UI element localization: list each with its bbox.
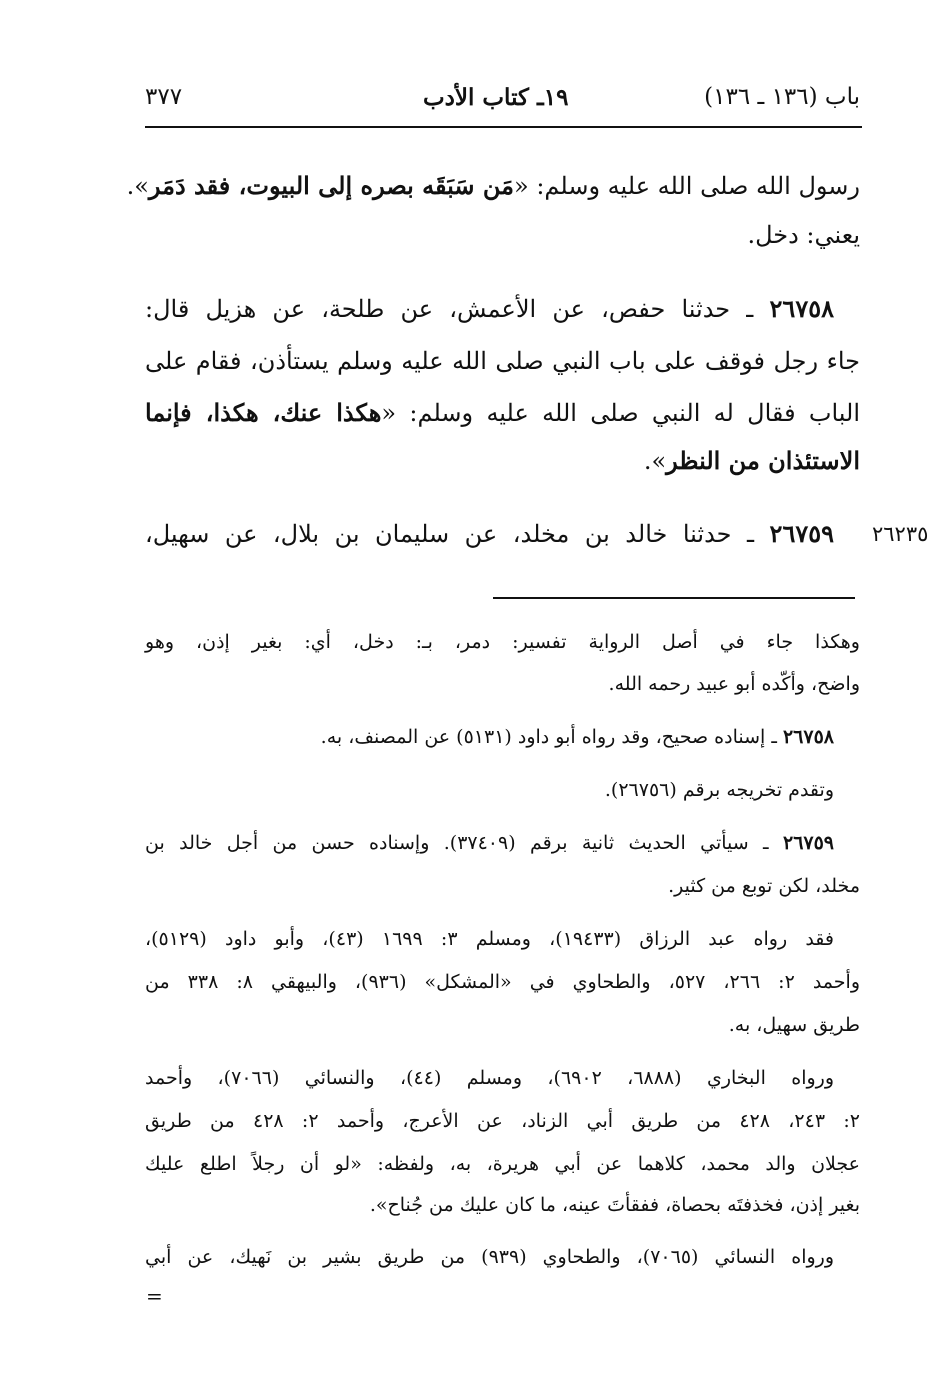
footnote-2-line-2: مخلد، لكن توبع من كثير. [668, 875, 860, 897]
footnote-4-line-1: ورواه البخاري (٦٨٨٨، ٦٩٠٢)، ومسلم (٤٤)، والنسائي (٧٠٦٦)، وأحمد [145, 1067, 835, 1089]
intro-text-c: ». [126, 172, 149, 200]
footnote-4-line-3: عجلان والد محمد، كلاهما عن أبي هريرة، به، ولفظه: «لو أن رجلاً اطلع عليك [145, 1153, 860, 1175]
hadith-26758-isnad: ـ حدثنا حفص، عن الأعمش، عن طلحة، عن هزيل قال: [145, 295, 754, 323]
footnote-0-line-1: وهكذا جاء في أصل الرواية تفسير: دمر، بـ: دخل، أي: بغير إذن، وهو [145, 631, 860, 653]
footnote-1-line-2: وتقدم تخريجه برقم (٢٦٧٥٦). [604, 779, 834, 801]
footnote-4-line-2: ٢: ٢٤٣، ٤٢٨ من طريق أبي الزناد، عن الأعرج، وأحمد ٢: ٤٢٨ من طريق [145, 1110, 860, 1132]
hadith-26758-quote-b: الاستئذان من النظر [666, 446, 860, 475]
hadith-26758-number: ٢٦٧٥٨ [769, 294, 834, 323]
hadith-26758-line-4 [145, 442, 860, 480]
footnote-2-number: ٢٦٧٥٩ [782, 832, 835, 854]
footnote-rule [493, 597, 855, 599]
header-rule [145, 126, 862, 128]
footnote-1-number: ٢٦٧٥٨ [782, 726, 834, 748]
page-number: ٣٧٧ [145, 84, 183, 110]
hadith-26758-line-1 [145, 290, 860, 328]
margin-reference-number: ٢٦٢٣٥ [872, 522, 929, 546]
hadith-26758-line-2: جاء رجل فوقف على باب النبي صلى الله عليه وسلم يستأذن، فقام على [145, 347, 860, 375]
intro-text-a: رسول الله صلى الله عليه وسلم: « [514, 172, 860, 200]
hadith-26759-line-1 [145, 515, 860, 553]
footnote-2-text: ـ سيأتي الحديث ثانية برقم (٣٧٤٠٩). وإسناده حسن من أجل خالد بن [145, 832, 769, 854]
footnote-1-line-1 [145, 722, 834, 752]
continuation-mark: = [146, 1284, 163, 1308]
hadith-26758-line3-text: الباب فقال له النبي صلى الله عليه وسلم: « [381, 399, 860, 427]
intro-quote: مَن سَبَقَه بصره إلى البيوت، فقد دَمَر [148, 171, 515, 200]
intro-line-1 [126, 167, 860, 205]
footnote-3-line-2: وأحمد ٢: ٢٦٦، ٥٢٧، والطحاوي في «المشكل» (٩٣٦)، والبيهقي ٨: ٣٣٨ من [145, 971, 860, 993]
chapter-range: باب (١٣٦ ـ ١٣٦) [704, 84, 860, 110]
hadith-26758-close: ». [643, 447, 667, 475]
book-title: ١٩ـ كتاب الأدب [423, 84, 569, 111]
hadith-26759-isnad: ـ حدثنا خالد بن مخلد، عن سليمان بن بلال، عن سهيل، [145, 520, 755, 548]
footnote-0-line-2: واضح، وأكّده أبو عبيد رحمه الله. [608, 673, 860, 695]
hadith-26759-number: ٢٦٧٥٩ [769, 519, 834, 548]
footnote-3-line-3: طريق سهيل، به. [728, 1014, 860, 1036]
footnote-1-text: ـ إسناده صحيح، وقد رواه أبو داود (٥١٣١) عن المصنف، به. [320, 726, 777, 748]
footnote-5-line-1: ورواه النسائي (٧٠٦٥)، والطحاوي (٩٣٩) من طريق بشير بن نَهيك، عن أبي [145, 1246, 834, 1268]
footnote-4-line-4: بغير إذن، فخذفتَه بحصاة، ففقأتَ عينه، ما كان عليك من جُناح». [369, 1194, 860, 1216]
hadith-26758-line-3 [145, 394, 860, 432]
footnote-3-line-1: فقد رواه عبد الرزاق (١٩٤٣٣)، ومسلم ٣: ١٦٩٩ (٤٣)، وأبو داود (٥١٢٩)، [145, 928, 834, 950]
hadith-26758-quote-a: هكذا عنك، هكذا، فإنما [145, 398, 382, 427]
footnote-2-line-1 [145, 828, 834, 858]
intro-line-2: يعني: دخل. [747, 221, 860, 249]
